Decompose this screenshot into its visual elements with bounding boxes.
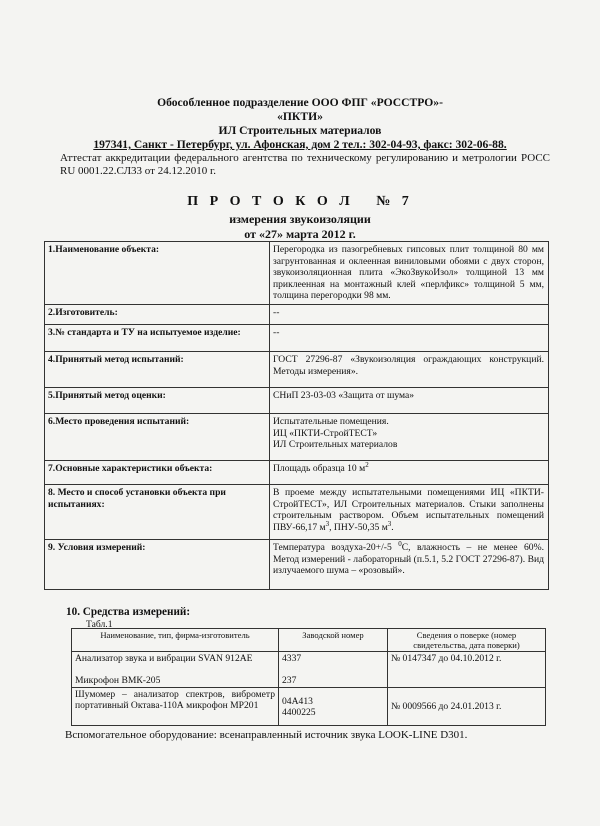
table-row	[45, 324, 549, 351]
instrument-name	[72, 652, 279, 688]
protocol-subtitle: измерения звукоизоляции	[229, 212, 371, 226]
serial-line: 04А413	[282, 695, 313, 707]
instrument-name: Шумомер – анализатор спектров, виброметр портативный Октава-110А микрофон МР201	[72, 688, 279, 726]
org-address: 197341, Санкт - Петербург, ул. Афонская, дом 2 тел.: 302-04-93, факс: 302-06-88.	[93, 138, 507, 151]
table-row	[45, 351, 549, 387]
column-header: Наименование, тип, фирма-изготовитель	[72, 629, 279, 652]
table-label: Табл.1	[86, 619, 113, 630]
row-label: 3.№ стандарта и ТУ на испытуемое изделие:	[45, 324, 270, 351]
serial-line: 4337	[282, 653, 302, 664]
accreditation-text: Аттестат аккредитации федерального агентства по техническому регулированию и метрологии РОСС RU 0001.22.СЛ33 от 24.12.2010 г.	[60, 152, 550, 177]
value-text: .	[391, 521, 394, 533]
org-abbrev-line: «ПКТИ»	[277, 110, 323, 123]
row-label: 2.Изготовитель:	[45, 304, 270, 324]
value-line: Испытательные помещения.	[273, 415, 389, 427]
table-row	[45, 304, 549, 324]
serial-line: 4400225	[282, 706, 316, 718]
value-text: Температура воздуха-20+/-5	[273, 541, 399, 553]
protocol-title: П Р О Т О К О Л № 7	[187, 194, 413, 209]
superscript: 0	[398, 539, 402, 548]
column-header: Сведения о поверке (номер свидетельства, дата поверки)	[388, 629, 546, 652]
row-value: Перегородка из пазогребневых гипсовых плит толщиной 80 мм загрунтованная и оклеенная виниловыми обоями с двух сторон, звукоизоляционная плита «ЭкоЗвукоИзол» толщиной 13 мм приклеенная на монтажный клей «перлфикс» толщиной 5 мм, толщина перегородки 98 мм.	[270, 242, 549, 305]
value-text: Площадь образца 10 м	[273, 462, 366, 474]
section-10-title: 10. Средства измерений:	[66, 606, 191, 618]
row-label: 6.Место проведения испытаний:	[45, 413, 270, 460]
table-header-row	[72, 629, 546, 652]
value-line: ИЦ «ПКТИ-СтройТЕСТ»	[273, 427, 378, 439]
value-line: ИЛ Строительных материалов	[273, 439, 398, 451]
superscript: 3	[387, 519, 392, 528]
value-text: В проеме между испытательными помещениями ИЦ «ПКТИ-СтройТЕСТ», ИЛ Строительных материалов. Стыки заполнены строительным раствором. Объем испытательных помещений ПВУ-66,17 м	[273, 486, 544, 533]
value-text: С, влажность – не менее 60%. Метод измерений - лабораторный (п.5.1, 5.2 ГОСТ 27296-87). Вид излучаемого шума – «розовый».	[273, 541, 544, 577]
row-value	[270, 460, 549, 484]
row-label: 8. Место и способ установки объекта при испытаниях:	[45, 484, 270, 539]
row-label: 4.Принятый метод испытаний:	[45, 351, 270, 387]
value-text: , ПНУ-50,35 м	[329, 521, 388, 533]
org-name-line: Обособленное подразделение ООО ФПГ «РОССТРО»-	[157, 96, 443, 109]
row-value	[270, 539, 549, 589]
verification-info: № 0147347 до 04.10.2012 г.	[388, 652, 546, 688]
row-label: 5.Принятый метод оценки:	[45, 387, 270, 413]
auxiliary-equipment: Вспомогательное оборудование: всенаправленный источник звука LOOK-LINE D301.	[65, 729, 468, 741]
table-row	[45, 460, 549, 484]
row-value: СНиП 23-03-03 «Защита от шума»	[270, 387, 549, 413]
table-row	[45, 242, 549, 305]
row-value: --	[270, 324, 549, 351]
name-line: Микрофон ВМК-205	[75, 675, 161, 686]
superscript: 2	[365, 460, 369, 469]
row-label: 9. Условия измерений:	[45, 539, 270, 589]
table-row	[45, 413, 549, 460]
verification-info: № 0009566 до 24.01.2013 г.	[388, 688, 546, 726]
table-row	[72, 688, 546, 726]
row-label: 1.Наименование объекта:	[45, 242, 270, 305]
row-value: ГОСТ 27296-87 «Звукоизоляция ограждающих конструкций. Методы измерения».	[270, 351, 549, 387]
serial-number	[279, 652, 388, 688]
row-value	[270, 413, 549, 460]
table-row	[45, 484, 549, 539]
column-header: Заводской номер	[279, 629, 388, 652]
name-line: Анализатор звука и вибрации SVAN 912AE	[75, 653, 253, 664]
lab-name-line: ИЛ Строительных материалов	[218, 124, 382, 137]
object-properties-table	[44, 241, 549, 590]
protocol-date: от «27» марта 2012 г.	[244, 227, 356, 241]
instruments-table	[71, 628, 546, 726]
serial-number	[279, 688, 388, 726]
row-value: --	[270, 304, 549, 324]
row-value	[270, 484, 549, 539]
serial-line: 237	[282, 675, 297, 686]
table-row	[45, 539, 549, 589]
superscript: 3	[325, 519, 330, 528]
row-label: 7.Основные характеристики объекта:	[45, 460, 270, 484]
table-row	[45, 387, 549, 413]
table-row	[72, 652, 546, 688]
